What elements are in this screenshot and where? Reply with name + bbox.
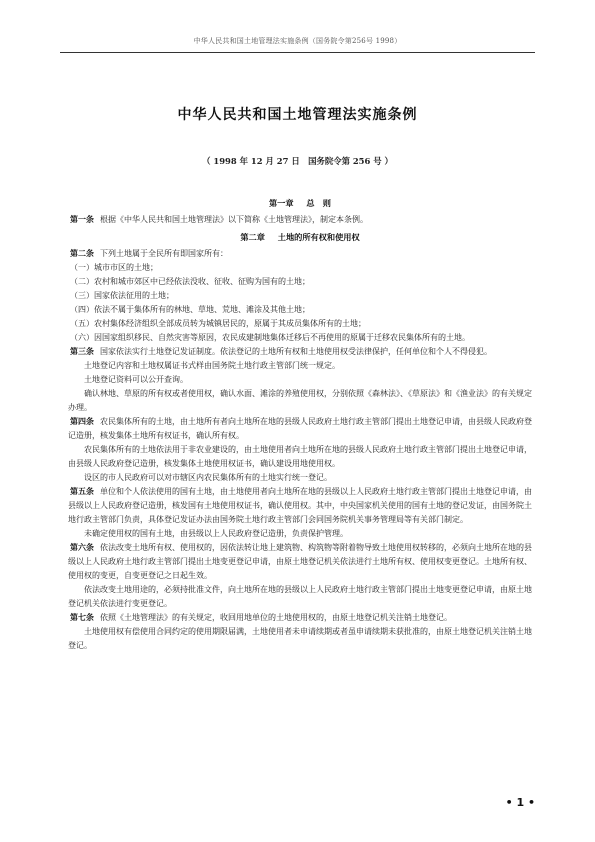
document-body bbox=[68, 196, 532, 653]
list-item: （二）农村和城市郊区中已经依法没收、征收、征购为国有的土地； bbox=[70, 277, 310, 286]
list-item: （四）依法不属于集体所有的林地、草地、荒地、滩涂及其他土地； bbox=[70, 305, 310, 314]
article-6 bbox=[68, 541, 532, 583]
article-label: 第五条 bbox=[70, 487, 94, 496]
article-label: 第六条 bbox=[70, 543, 94, 552]
paragraph: 依法改变土地用途的，必须持批准文件，向土地所在地的县级以上人民政府土地行政主管部门提出土地变更登记申请，由原土地登记机关依法进行变更登记。 bbox=[68, 585, 532, 608]
article-text: 下列土地属于全民所有即国家所有： bbox=[100, 249, 228, 258]
list-item: （一）城市市区的土地； bbox=[70, 263, 158, 272]
article-label: 第二条 bbox=[70, 249, 94, 258]
running-header: 中华人民共和国土地管理法实施条例（国务院令第256号 1998） bbox=[193, 37, 402, 45]
chapter-number: 第一章 bbox=[268, 198, 294, 208]
article-label: 第四条 bbox=[70, 417, 94, 426]
paragraph: 农民集体所有的土地依法用于非农业建设的，由土地使用者向土地所在地的县级人民政府土地行政主管部门提出土地登记申请，由县级人民政府登记造册，核发集体土地使用权证书，确认建设用地使用权。 bbox=[68, 445, 532, 468]
chapter-name: 总 则 bbox=[306, 198, 331, 208]
article-label: 第三条 bbox=[70, 347, 94, 356]
document-title: 中华人民共和国土地管理法实施条例 bbox=[177, 107, 418, 123]
header-rule bbox=[60, 52, 535, 53]
article-text: 单位和个人依法使用的国有土地，由土地使用者向土地所在地的县级以上人民政府土地行政主管部门提出土地登记申请，由县级以上人民政府登记造册，核发国有土地使用权证书，确认使用权。其中，中央国家机关使用的国有土地的登记发证，由国务院土地行政主管部门负责，具体登记发证办法由国务院土地行政主管部门会同国务院机关事务管理局等有关部门制定。 bbox=[68, 487, 532, 524]
chapter-name: 土地的所有权和使用权 bbox=[277, 232, 360, 242]
list-item: （六）因国家组织移民、自然灾害等原因，农民成建制地集体迁移后不再使用的原属于迁移农民集体所有的土地。 bbox=[70, 333, 470, 342]
article-text: 根据《中华人民共和国土地管理法》以下简称《土地管理法》，制定本条例。 bbox=[100, 215, 368, 224]
article-3 bbox=[68, 345, 532, 359]
article-text: 依照《土地管理法》的有关规定，收回用地单位的土地使用权的，由原土地登记机关注销土地登记。 bbox=[100, 613, 452, 622]
article-2 bbox=[68, 247, 532, 261]
article-label: 第一条 bbox=[70, 215, 94, 224]
paragraph: 设区的市人民政府可以对市辖区内农民集体所有的土地实行统一登记。 bbox=[84, 473, 332, 482]
article-label: 第七条 bbox=[70, 613, 94, 622]
article-text: 国家依法实行土地登记发证制度。依法登记的土地所有权和土地使用权受法律保护，任何单位和个人不得侵犯。 bbox=[100, 347, 492, 356]
paragraph: 土地使用权有偿使用合同约定的使用期限届满，土地使用者未申请续期或者虽申请续期未获批准的，由原土地登记机关注销土地登记。 bbox=[68, 627, 532, 650]
chapter-number: 第二章 bbox=[240, 232, 265, 242]
article-4 bbox=[68, 415, 532, 443]
list-item: （五）农村集体经济组织全部成员转为城镇居民的，原属于其成员集体所有的土地； bbox=[70, 319, 366, 328]
page-number: • 1 • bbox=[505, 796, 535, 809]
paragraph: 未确定使用权的国有土地，由县级以上人民政府登记造册，负责保护管理。 bbox=[84, 529, 348, 538]
paragraph: 土地登记资料可以公开查询。 bbox=[84, 375, 188, 384]
article-1 bbox=[68, 213, 532, 227]
paragraph: 土地登记内容和土地权属证书式样由国务院土地行政主管部门统一规定。 bbox=[84, 361, 340, 370]
list-item: （三）国家依法征用的土地； bbox=[70, 291, 174, 300]
article-5 bbox=[68, 485, 532, 527]
chapter-heading bbox=[68, 196, 532, 210]
article-text: 农民集体所有的土地，由土地所有者向土地所在地的县级人民政府土地行政主管部门提出土地登记申请，由县级人民政府登记造册，核发集体土地所有权证书，确认所有权。 bbox=[68, 417, 532, 440]
article-text: 依法改变土地所有权、使用权的，因依法转让地上建筑物、构筑物等附着物导致土地使用权转移的，必须向土地所在地的县级以上人民政府土地行政主管部门提出土地变更登记申请，由原土地登记机关依法进行土地所有权、使用权变更登记。土地所有权、使用权的变更，自变更登记之日起生效。 bbox=[68, 543, 532, 580]
document-subtitle: （ 1998 年 12 月 27 日 国务院令第 256 号 ） bbox=[202, 156, 393, 166]
article-7 bbox=[68, 611, 532, 625]
paragraph: 确认林地、草原的所有权或者使用权，确认水面、滩涂的养殖使用权，分别依照《森林法》、《草原法》和《渔业法》的有关规定办理。 bbox=[68, 389, 532, 412]
chapter-heading bbox=[68, 230, 532, 244]
